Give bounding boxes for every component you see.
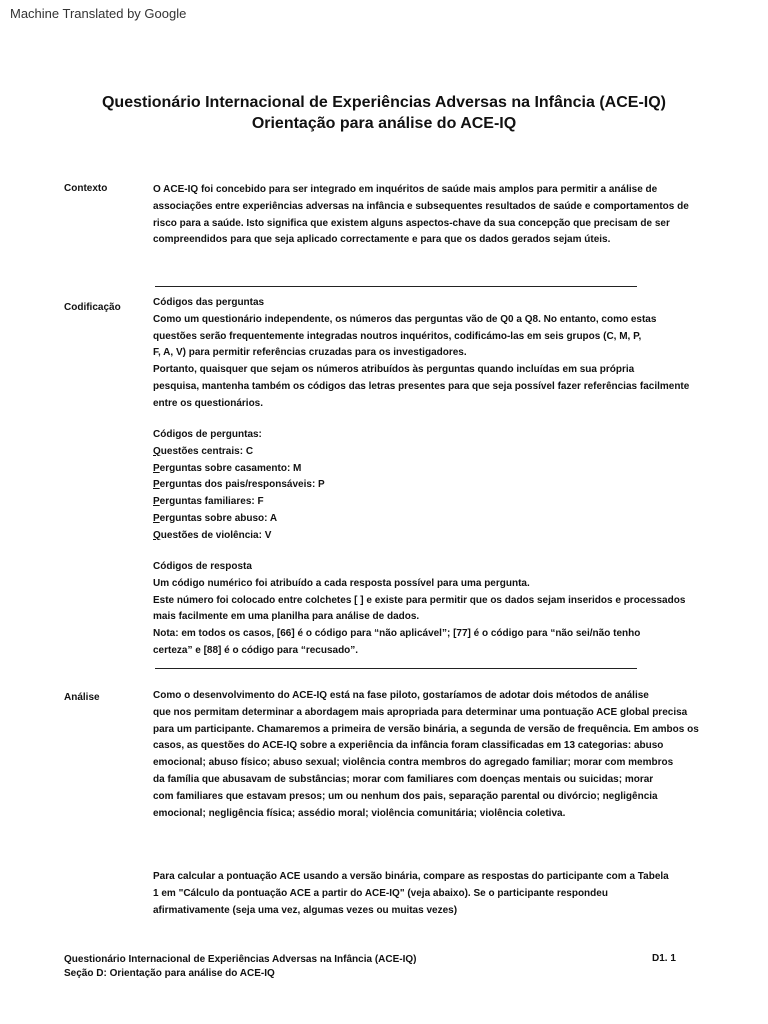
codificacao-text — [153, 295, 698, 413]
text-line: entre os questionários. — [153, 397, 264, 409]
text-line: mais facilmente em uma planilha para análise de dados. — [153, 611, 420, 623]
text-line: associações entre experiências adversas na infância e subsequentes resultados de saúde e comportamentos de — [153, 200, 689, 212]
text-line: para um participante. Chamaremos a primeira de versão binária, a segunda de versão de frequência. Em ambos os — [153, 723, 699, 735]
subheading: Códigos de perguntas: — [153, 429, 262, 440]
code-item: Perguntas sobre casamento: M — [153, 462, 302, 474]
text-line: Como um questionário independente, os números das perguntas vão de Q0 a Q8. No entanto, como estas — [153, 313, 657, 325]
subheading: Códigos das perguntas — [153, 297, 265, 308]
text-line: emocional; negligência física; assédio moral; violência comunitária; violência coletiva. — [153, 807, 566, 819]
text-line: pesquisa, mantenha também os códigos das letras presentes para que seja possível fazer referências facilmente — [153, 380, 690, 392]
text-line: O ACE-IQ foi concebido para ser integrado em inquéritos de saúde mais amplos para permitir a análise de — [153, 184, 658, 195]
title-line-1: Questionário Internacional de Experiências Adversas na Infância (ACE-IQ) — [101, 94, 666, 111]
title-line-2: Orientação para análise do ACE-IQ — [251, 115, 517, 132]
text-line: emocional; abuso físico; abuso sexual; violência contra membros do agregado familiar; morar com membros — [153, 757, 674, 769]
code-item: Perguntas sobre abuso: A — [153, 512, 278, 524]
section-label-contexto: Contexto — [64, 183, 108, 194]
section-divider — [155, 286, 637, 287]
text-line: Nota: em todos os casos, [66] é o código para “não aplicável”; [77] é o código para “não sei/não tenho — [153, 628, 641, 640]
text-line: F, A, V) para permitir referências cruzadas para os investigadores. — [153, 347, 467, 359]
code-item: Questões de violência: V — [153, 529, 272, 541]
text-line: questões serão frequentemente integradas noutros inquéritos, codificámo-las em seis grupos (C, M, P, — [153, 330, 642, 342]
analise-text — [153, 688, 698, 822]
section-divider — [155, 668, 637, 669]
section-label-codificacao: Codificação — [64, 302, 121, 313]
text-line: Este número foi colocado entre colchetes [ ] e existe para permitir que os dados sejam inseridos e processados — [153, 594, 686, 606]
subheading: Códigos de resposta — [153, 561, 252, 572]
text-line: da família que abusavam de substâncias; morar com familiares com doenças mentais ou suicidas; morar — [153, 773, 654, 785]
response-codes-text — [153, 559, 698, 660]
text-line: Como o desenvolvimento do ACE-IQ está na fase piloto, gostaríamos de adotar dois métodos de análise — [153, 690, 649, 701]
text-line: certeza” e [88] é o código para “recusado”. — [153, 644, 359, 656]
page-footer — [64, 953, 417, 981]
page-title — [0, 92, 768, 134]
page-number: D1. 1 — [652, 953, 676, 964]
code-item: Questões centrais: C — [153, 445, 254, 457]
text-line: com familiares que estavam presos; um ou nenhum dos pais, separação parental ou divórcio; negligência — [153, 790, 658, 802]
section-label-analise: Análise — [64, 692, 100, 703]
code-item: Perguntas familiares: F — [153, 496, 264, 508]
text-line: casos, as questões do ACE-IQ sobre a experiência da infância foram classificadas em 13 categorias: abuso — [153, 740, 664, 752]
text-line: 1 em "Cálculo da pontuação ACE a partir do ACE-IQ" (veja abaixo). Se o participante respondeu — [153, 887, 608, 899]
text-line: compreendidos para que seja aplicado correctamente e para que os dados gerados sejam úteis. — [153, 234, 611, 246]
machine-translation-banner: Machine Translated by Google — [10, 6, 187, 21]
contexto-text — [153, 182, 698, 249]
text-line: afirmativamente (seja uma vez, algumas vezes ou muitas vezes) — [153, 904, 458, 916]
text-line: que nos permitam determinar a abordagem mais apropriada para determinar uma pontuação ACE global precisa — [153, 706, 688, 718]
code-item: Perguntas dos pais/responsáveis: P — [153, 479, 325, 491]
text-line: risco para a saúde. Isto significa que existem alguns aspectos-chave da sua concepção que precisam de ser — [153, 217, 670, 229]
question-codes-list — [153, 427, 698, 545]
footer-line-2: Seção D: Orientação para análise do ACE-IQ — [64, 968, 275, 979]
analise-binary-text — [153, 869, 698, 919]
footer-line-1: Questionário Internacional de Experiências Adversas na Infância (ACE-IQ) — [64, 954, 417, 965]
text-line: Para calcular a pontuação ACE usando a versão binária, compare as respostas do participante com a Tabela — [153, 871, 669, 882]
text-line: Portanto, quaisquer que sejam os números atribuídos às perguntas quando incluídas em sua própria — [153, 364, 635, 376]
text-line: Um código numérico foi atribuído a cada resposta possível para uma pergunta. — [153, 577, 530, 589]
